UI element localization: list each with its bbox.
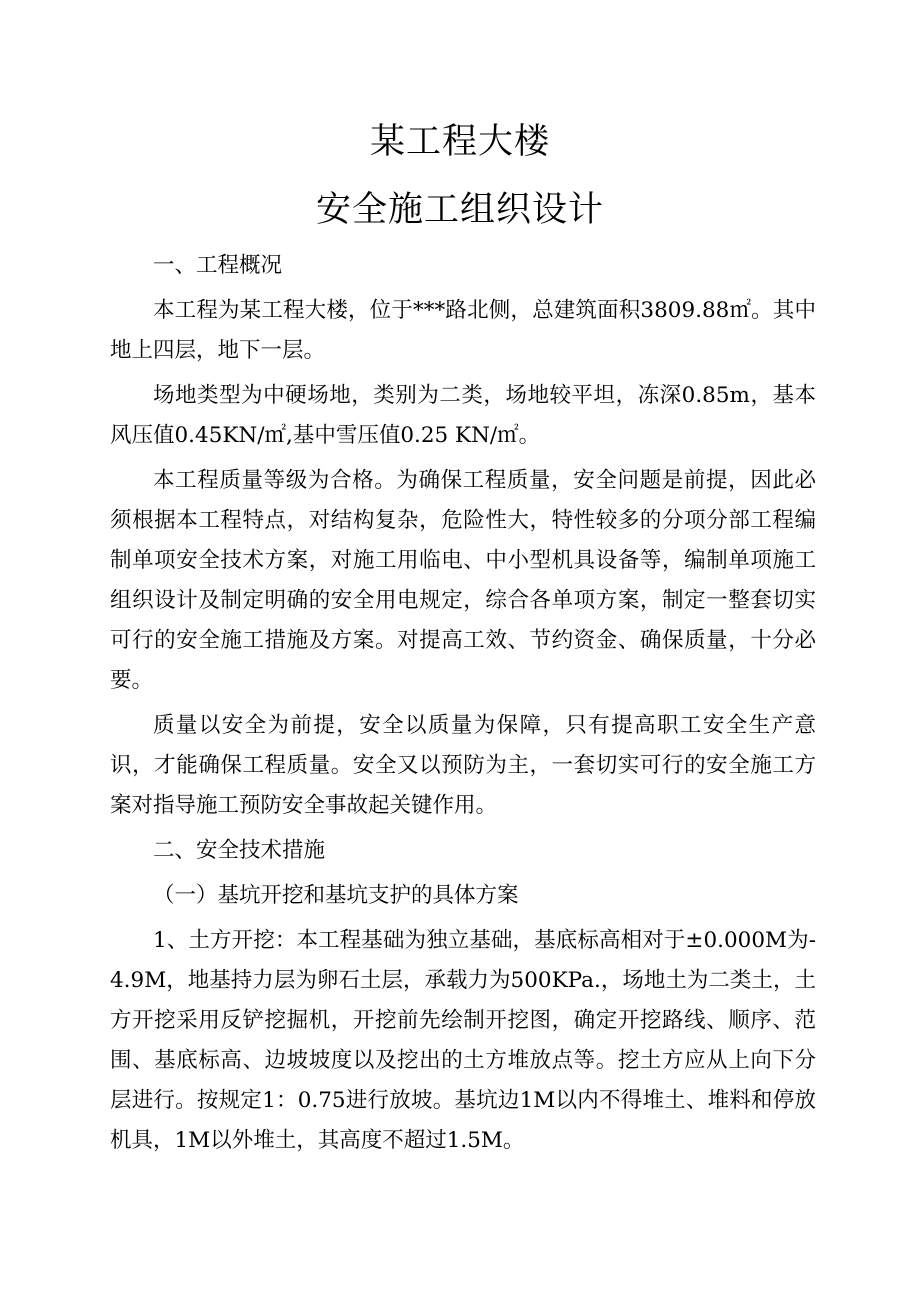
paragraph-site-conditions: 场地类型为中硬场地，类别为二类，场地较平坦，冻深0.85m，基本风压值0.45KN/㎡,基中雪压值0.25 KN/㎡。	[110, 383, 816, 448]
document-title: 某工程大楼	[369, 122, 550, 162]
document-body	[110, 246, 816, 1161]
paragraph-safety-quality: 质量以安全为前提，安全以质量为保障，只有提高职工安全生产意识，才能确保工程质量。安全又以预防为主，一套切实可行的安全施工方案对指导施工预防安全事故起关键作用。	[110, 713, 816, 818]
paragraph-earthwork-excavation: 1、土方开挖：本工程基础为独立基础，基底标高相对于±0.000M为-4.9M，地基持力层为卵石土层，承载力为500KPa.，场地土为二类土，土方开挖采用反铲挖掘机，开挖前先绘制开挖图，确定开挖路线、顺序、范围、基底标高、边坡坡度以及挖出的土方堆放点等。挖土方应从上向下分层进行。按规定1：0.75进行放坡。基坑边1M以内不得堆土、堆料和停放机具，1M以外堆土，其高度不超过1.5M。	[110, 928, 816, 1153]
section-heading-safety-measures: 二、安全技术措施	[153, 838, 326, 863]
paragraph-quality-requirements: 本工程质量等级为合格。为确保工程质量，安全问题是前提，因此必须根据本工程特点，对结构复杂，危险性大，特性较多的分项分部工程编制单项安全技术方案，对施工用临电、中小型机具设备等，编制单项施工组织设计及制定明确的安全用电规定，综合各单项方案，制定一整套切实可行的安全施工措施及方案。对提高工效、节约资金、确保质量，十分必要。	[110, 468, 816, 693]
subsection-heading-excavation: （一）基坑开挖和基坑支护的具体方案	[153, 883, 519, 908]
paragraph-project-location: 本工程为某工程大楼，位于***路北侧，总建筑面积3809.88㎡。其中地上四层，地下一层。	[110, 298, 816, 363]
document-subtitle: 安全施工组织设计	[315, 190, 604, 230]
section-heading-overview: 一、工程概况	[153, 253, 283, 278]
